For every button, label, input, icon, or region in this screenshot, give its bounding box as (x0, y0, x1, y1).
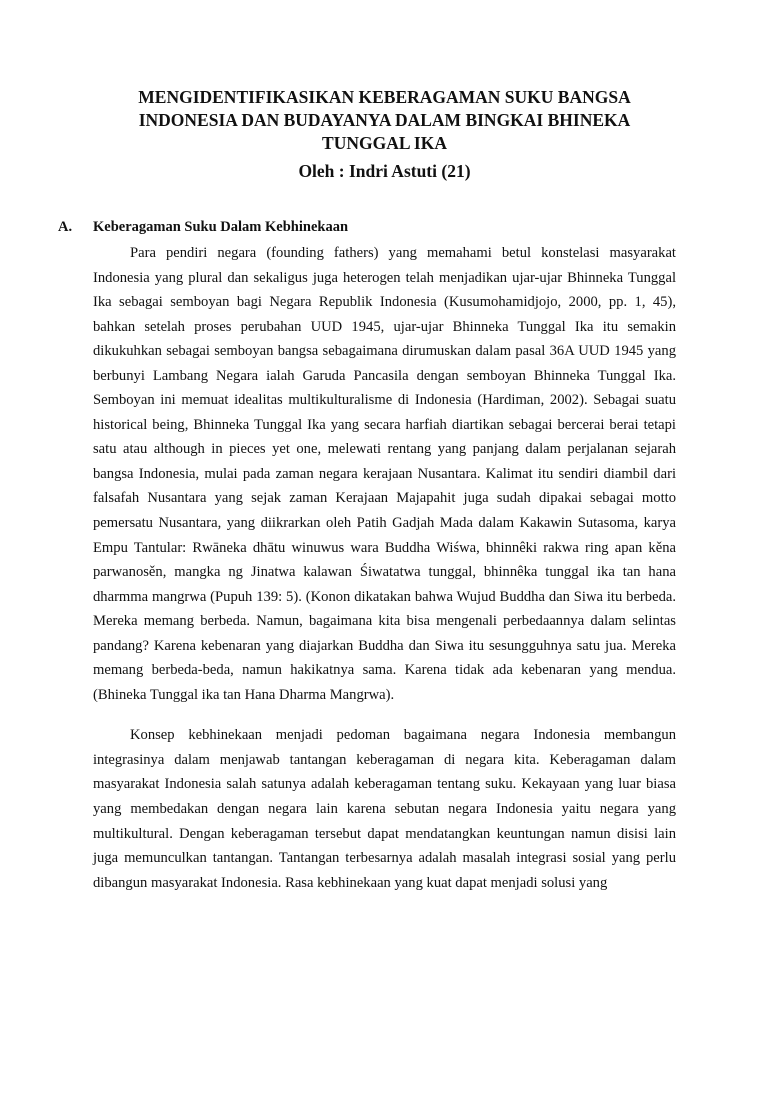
document-title (93, 86, 676, 155)
author-line: Oleh : Indri Astuti (21) (298, 161, 471, 181)
title-line: TUNGGAL IKA (322, 133, 447, 153)
title-line: INDONESIA DAN BUDAYANYA DALAM BINGKAI BHINEKA (138, 110, 631, 130)
title-line: MENGIDENTIFIKASIKAN KEBERAGAMAN SUKU BANGSA (138, 87, 631, 107)
section-heading-text: Keberagaman Suku Dalam Kebhinekaan (93, 219, 349, 235)
body-paragraph: Konsep kebhinekaan menjadi pedoman bagaimana negara Indonesia membangun integrasinya dalam menjawab tantangan keberagaman di negara kita. Keberagaman dalam masyarakat Indonesia salah satunya adalah keberagaman tentang suku. Kekayaan yang luar biasa yang membedakan dengan negara lain karena sebutan negara Indonesia yaitu negara yang multikultural. Dengan keberagaman tersebut dapat mendatangkan keuntungan namun disisi lain juga memunculkan tantangan. Tantangan terbesarnya adalah masalah integrasi sosial yang perlu dibangun masyarakat Indonesia. Rasa kebhinekaan yang kuat dapat menjadi solusi yang (93, 727, 676, 891)
section-letter: A. (58, 219, 73, 235)
body-paragraph: Para pendiri negara (founding fathers) yang memahami betul konstelasi masyarakat Indonesia yang plural dan sekaligus juga heterogen telah menjadikan ujar-ujar Bhinneka Tunggal Ika sebagai semboyan bagi Negara Republik Indonesia (Kusumohamidjojo, 2000, pp. 1, 45), bahkan setelah proses perubahan UUD 1945, ujar-ujar Bhinneka Tunggal Ika itu semakin dikukuhkan sebagai semboyan bangsa sebagaimana dirumuskan dalam pasal 36A UUD 1945 yang berbunyi Lambang Negara ialah Garuda Pancasila dengan semboyan Bhinneka Tunggal Ika. Semboyan ini memuat idealitas multikulturalisme di Indonesia (Hardiman, 2002). Sebagai suatu historical being, Bhinneka Tunggal Ika yang secara harfiah diartikan sebagai bercerai berai tetapi satu atau although in pieces yet one, melewati rentang yang panjang dalam perjalanan sejarah bangsa Indonesia, mulai pada zaman negara kerajaan Nusantara. Kalimat itu sendiri diambil dari falsafah Nusantara yang sejak zaman Kerajaan Majapahit juga sudah dipakai sebagai motto pemersatu Nusantara, yang diikrarkan oleh Patih Gadjah Mada dalam Kakawin Sutasoma, karya Empu Tantular: Rwāneka dhātu winuwus wara Buddha Wiśwa, bhinnêki rakwa ring apan kěna parwanosěn, mangka ng Jinatwa kalawan Śiwatatwa tunggal, bhinnêka tunggal ika tan hana dharmma mangrwa (Pupuh 139: 5). (Konon dikatakan bahwa Wujud Buddha dan Siwa itu berbeda. Mereka memang berbeda. Namun, bagaimana kita bisa mengenali perbedaannya dalam selintas pandang? Karena kebenaran yang diajarkan Buddha dan Siwa itu sesungguhnya satu jua. Mereka memang berbeda-beda, namun hakikatnya sama. Karena tidak ada kebenaran yang mendua. (Bhineka Tunggal ika tan Hana Dharma Mangrwa). (93, 245, 676, 703)
document-page (0, 86, 768, 1110)
section-heading (58, 218, 676, 236)
